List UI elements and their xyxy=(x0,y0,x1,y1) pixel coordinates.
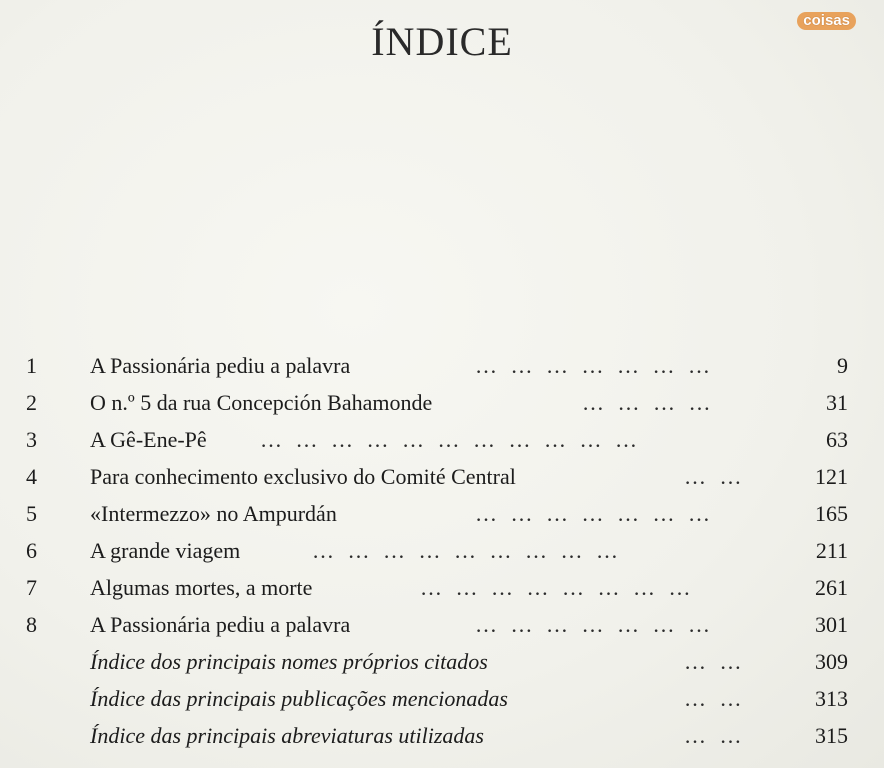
page-number: 31 xyxy=(826,390,848,415)
watermark-logo: coisas xyxy=(797,12,856,30)
toc-entry xyxy=(0,572,884,604)
chapter-title: Algumas mortes, a morte xyxy=(90,575,313,600)
page-title: ÍNDICE xyxy=(371,19,513,64)
page-number: 63 xyxy=(826,427,848,452)
page-number: 309 xyxy=(815,649,848,674)
chapter-number: 6 xyxy=(26,538,37,563)
chapter-number: 8 xyxy=(26,612,37,637)
toc-entry xyxy=(0,498,884,530)
chapter-title: Para conhecimento exclusivo do Comité Central xyxy=(90,464,516,489)
chapter-number: 5 xyxy=(26,501,37,526)
chapter-number: 3 xyxy=(26,427,37,452)
chapter-title: O n.º 5 da rua Concepción Bahamonde xyxy=(90,390,433,415)
dot-leader: … … … … … … … xyxy=(475,501,714,526)
dot-leader: … … … … … … … … … xyxy=(312,538,622,563)
dot-leader: … … … … … … … xyxy=(475,353,714,378)
chapter-title: A Passionária pediu a palavra xyxy=(90,353,351,378)
page-number: 301 xyxy=(815,612,848,637)
dot-leader: … … … … … … … xyxy=(475,612,714,637)
dot-leader: … … xyxy=(684,649,746,674)
dot-leader: … … xyxy=(684,686,746,711)
dot-leader: … … … … xyxy=(582,390,715,415)
toc-entry xyxy=(0,350,884,382)
toc-entry xyxy=(0,424,884,456)
toc-entry xyxy=(0,646,884,678)
page-number: 315 xyxy=(815,723,848,748)
page-number: 165 xyxy=(815,501,848,526)
chapter-number: 1 xyxy=(26,353,37,378)
page-number: 313 xyxy=(815,686,848,711)
chapter-number: 4 xyxy=(26,464,37,489)
dot-leader: … … … … … … … … xyxy=(420,575,695,600)
page-number: 211 xyxy=(815,538,848,563)
page-number: 9 xyxy=(837,353,848,378)
toc-entry xyxy=(0,535,884,567)
toc-entry xyxy=(0,683,884,715)
chapter-number: 7 xyxy=(26,575,37,600)
dot-leader: … … … … … … … … … … … xyxy=(260,427,641,452)
chapter-title: Índice das principais publicações mencionadas xyxy=(90,686,508,711)
page-number: 121 xyxy=(815,464,848,489)
chapter-title: A Gê-Ene-Pê xyxy=(90,427,207,452)
page-number: 261 xyxy=(815,575,848,600)
dot-leader: … … xyxy=(684,464,746,489)
toc-entry xyxy=(0,461,884,493)
dot-leader: … … xyxy=(684,723,746,748)
chapter-title: Índice dos principais nomes próprios citados xyxy=(90,649,488,674)
chapter-number: 2 xyxy=(26,390,37,415)
toc-entry xyxy=(0,609,884,641)
chapter-title: A grande viagem xyxy=(90,538,241,563)
chapter-title: A Passionária pediu a palavra xyxy=(90,612,351,637)
toc-entry xyxy=(0,387,884,419)
toc-entry xyxy=(0,720,884,752)
chapter-title: «Intermezzo» no Ampurdán xyxy=(90,501,337,526)
chapter-title: Índice das principais abreviaturas utilizadas xyxy=(90,723,484,748)
